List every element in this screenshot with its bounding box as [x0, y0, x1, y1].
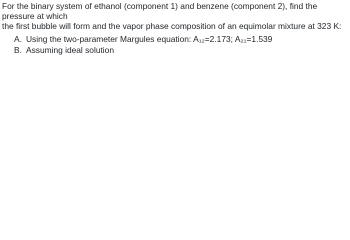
option-b-letter: B.: [14, 45, 22, 55]
option-a: [2, 34, 346, 44]
options-list: [2, 34, 346, 55]
option-a-text: Using the two-parameter Margules equation: A₁₂=2.173; A₂₁=1.539: [26, 34, 273, 44]
option-a-letter: A.: [14, 34, 22, 44]
question-line-1: For the binary system of ethanol (component 1) and benzene (component 2), find the pressure at which: [2, 1, 318, 21]
option-b-text: Assuming ideal solution: [26, 45, 114, 55]
question-text: [2, 1, 346, 31]
option-b: [2, 45, 346, 55]
problem-statement: [0, 0, 350, 55]
question-line-2: the first bubble will form and the vapor phase composition of an equimolar mixture at 323 K:: [2, 21, 342, 31]
